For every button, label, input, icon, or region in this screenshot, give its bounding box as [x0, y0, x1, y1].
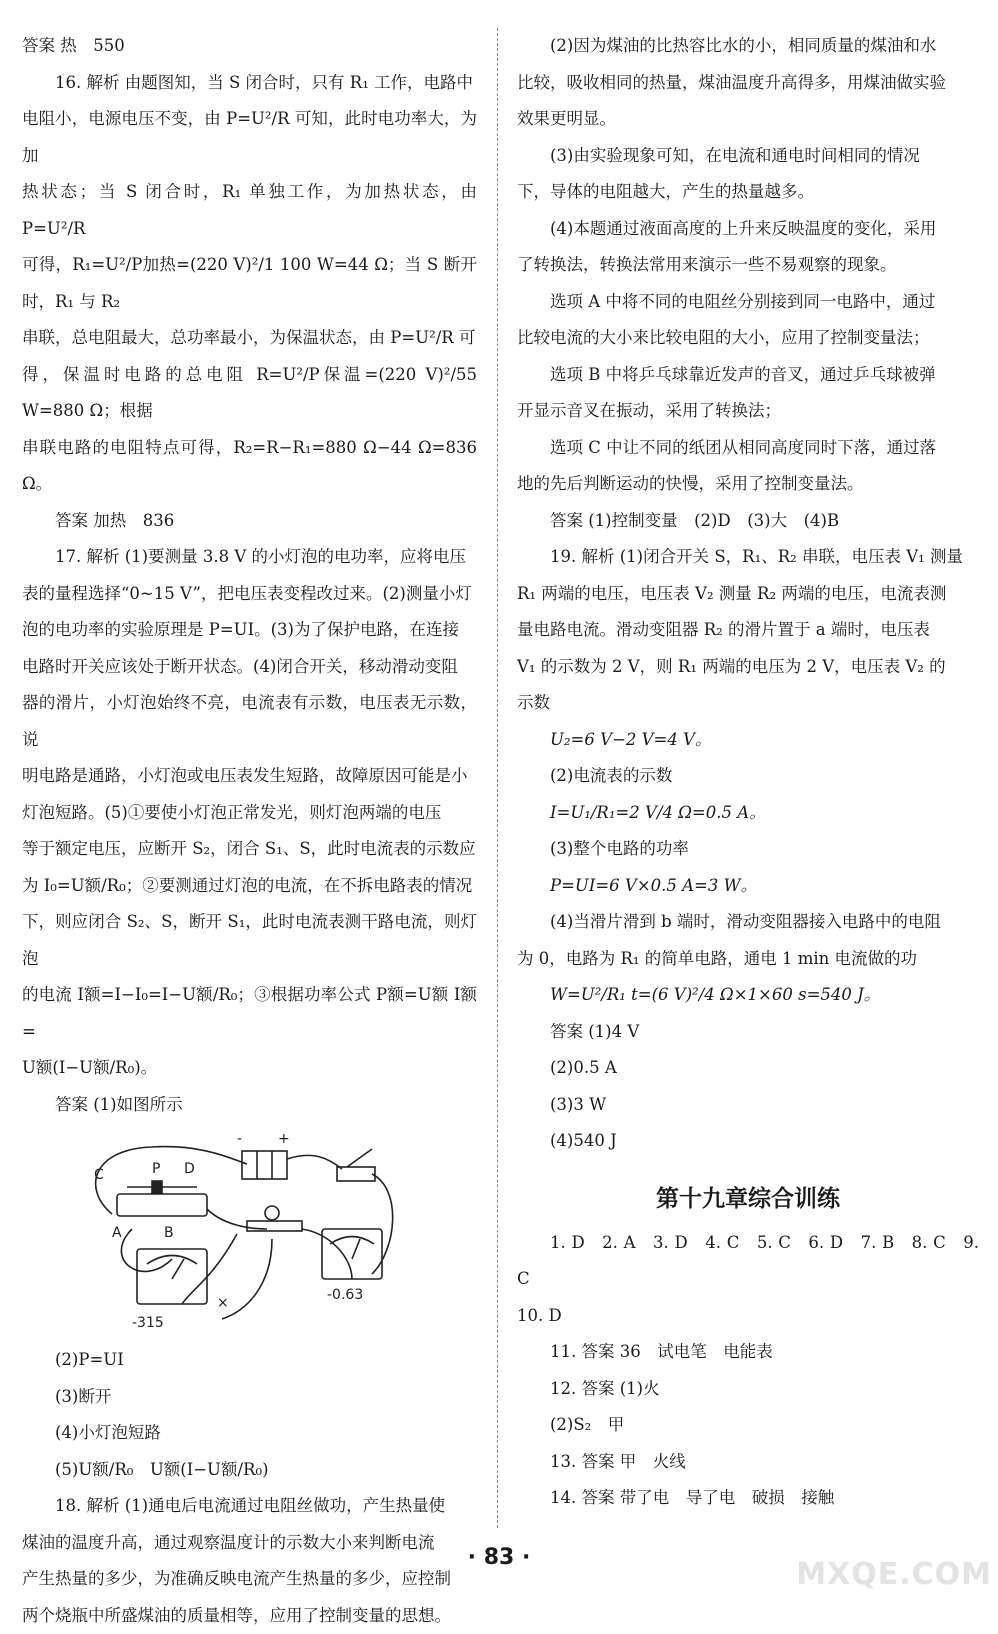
q18-line: 产生热量的多少，为准确反映电流产生热量的多少，应控制	[22, 1561, 477, 1598]
answer-17-3: (3)断开	[22, 1379, 477, 1416]
q16-line: 得，保温时电路的总电阻 R=U²/P保温=(220 V)²/55 W=880 Ω；根据	[22, 357, 477, 430]
q18-line: (3)由实验现象可知，在电流和通电时间相同的情况	[517, 138, 979, 175]
label-voltmeter-terminals: -315	[132, 1315, 164, 1331]
answer-17-4: (4)小灯泡短路	[22, 1415, 477, 1452]
q18-line: 两个烧瓶中所盛煤油的质量相等，应用了控制变量的思想。	[22, 1598, 477, 1634]
q18-line: 开显示音叉在振动，采用了转换法；	[517, 393, 979, 430]
answer-19-3: (3)3 W	[517, 1087, 979, 1124]
q19-line: 19. 解析 (1)闭合开关 S，R₁、R₂ 串联，电压表 V₁ 测量	[517, 539, 979, 576]
q19-line: 示数	[517, 685, 979, 722]
label-p: P	[152, 1161, 160, 1177]
q17-line: 下，则应闭合 S₂、S，断开 S₁，此时电流表测干路电流，则灯泡	[22, 904, 477, 977]
column-divider	[497, 28, 498, 1528]
q19-equation: I=U₁/R₁=2 V/4 Ω=0.5 A。	[517, 795, 979, 832]
q18-line: 比较，吸收相同的热量，煤油温度升高得多，用煤油做实验	[517, 65, 979, 102]
q19-line: 为 0，电路为 R₁ 的简单电路，通电 1 min 电流做的功	[517, 941, 979, 978]
q19-line: 量电路电流。滑动变阻器 R₂ 的滑片置于 a 端时，电压表	[517, 612, 979, 649]
q17-line: 器的滑片，小灯泡始终不亮，电流表有示数，电压表无示数，说	[22, 685, 477, 758]
label-b: B	[164, 1225, 174, 1241]
label-a: A	[112, 1225, 122, 1241]
choice-answers: 1. D 2. A 3. D 4. C 5. C 6. D 7. B 8. C 9. C	[517, 1225, 979, 1298]
right-column	[517, 28, 979, 1517]
q18-line: 18. 解析 (1)通电后电流通过电阻丝做功，产生热量使	[22, 1488, 477, 1525]
q19-line: R₁ 两端的电压，电压表 V₂ 测量 R₂ 两端的电压，电流表测	[517, 576, 979, 613]
answer-19-1: 答案 (1)4 V	[517, 1014, 979, 1051]
q18-line: 地的先后判断运动的快慢，采用了控制变量法。	[517, 466, 979, 503]
q16-line: 热状态；当 S 闭合时，R₁ 单独工作，为加热状态，由 P=U²/R	[22, 174, 477, 247]
answer-16: 答案 加热 836	[22, 503, 477, 540]
q18-line: (2)因为煤油的比热容比水的小，相同质量的煤油和水	[517, 28, 979, 65]
q19-line: V₁ 的示数为 2 V，则 R₁ 两端的电压为 2 V，电压表 V₂ 的	[517, 649, 979, 686]
label-c: C	[94, 1167, 104, 1183]
q19-line: (3)整个电路的功率	[517, 831, 979, 868]
q17-line: 17. 解析 (1)要测量 3.8 V 的小灯泡的电功率，应将电压	[22, 539, 477, 576]
choice-answers: 10. D	[517, 1298, 979, 1335]
answer-19-2: (2)0.5 A	[517, 1050, 979, 1087]
q16-line: 电阻小，电源电压不变，由 P=U²/R 可知，此时电功率大，为加	[22, 101, 477, 174]
q17-line: 电路时开关应该处于断开状态。(4)闭合开关，移动滑动变阻	[22, 649, 477, 686]
answer-17-2: (2)P=UI	[22, 1342, 477, 1379]
circuit-diagram	[72, 1129, 402, 1334]
q19-line: (2)电流表的示数	[517, 758, 979, 795]
answer-18: 答案 (1)控制变量 (2)D (3)大 (4)B	[517, 503, 979, 540]
answer-14: 14. 答案 带了电 导了电 破损 接触	[517, 1480, 979, 1517]
answer-12-2: (2)S₂ 甲	[517, 1407, 979, 1444]
answer-15: 答案 热 550	[22, 28, 477, 65]
q19-line: (4)当滑片滑到 b 端时，滑动变阻器接入电路中的电阻	[517, 904, 979, 941]
q17-line: 明电路是通路，小灯泡或电压表发生短路，故障原因可能是小	[22, 758, 477, 795]
label-battery-plus: +	[278, 1131, 290, 1147]
q18-line: 选项 A 中将不同的电阻丝分别接到同一电路中，通过	[517, 284, 979, 321]
label-ammeter-terminals: -0.63	[327, 1287, 363, 1303]
q18-line: (4)本题通过液面高度的上升来反映温度的变化，采用	[517, 211, 979, 248]
q18-line: 了转换法，转换法常用来演示一些不易观察的现象。	[517, 247, 979, 284]
q17-line: 表的量程选择“0~15 V”，把电压表变程改过来。(2)测量小灯	[22, 576, 477, 613]
answer-17-1: 答案 (1)如图所示	[22, 1087, 477, 1124]
watermark-logo: MXQE.COM	[796, 1557, 992, 1592]
q18-line: 选项 C 中让不同的纸团从相同高度同时下落，通过落	[517, 430, 979, 467]
q19-equation: W=U²/R₁ t=(6 V)²/4 Ω×1×60 s=540 J。	[517, 977, 979, 1014]
label-cross: ×	[217, 1295, 229, 1311]
q16-line: 16. 解析 由题图知，当 S 闭合时，只有 R₁ 工作，电路中	[22, 65, 477, 102]
q18-line: 下，导体的电阻越大，产生的热量越多。	[517, 174, 979, 211]
answer-12-1: 12. 答案 (1)火	[517, 1371, 979, 1408]
q17-line: 泡的电功率的实验原理是 P=UI。(3)为了保护电路，在连接	[22, 612, 477, 649]
q16-line: 串联电路的电阻特点可得，R₂=R−R₁=880 Ω−44 Ω=836 Ω。	[22, 430, 477, 503]
q16-line: 串联，总电阻最大，总功率最小，为保温状态，由 P=U²/R 可	[22, 320, 477, 357]
answer-19-4: (4)540 J	[517, 1123, 979, 1160]
answer-11: 11. 答案 36 试电笔 电能表	[517, 1334, 979, 1371]
chapter-title: 第十九章综合训练	[517, 1180, 979, 1213]
q18-line: 选项 B 中将乒乓球靠近发声的音叉，通过乒乓球被弹	[517, 357, 979, 394]
page-number: · 83 ·	[0, 1545, 998, 1570]
answer-17-5: (5)U额/R₀ U额(I−U额/R₀)	[22, 1452, 477, 1489]
left-column	[22, 28, 477, 1634]
q17-line: 为 I₀=U额/R₀；②要测通过灯泡的电流，在不拆电路表的情况	[22, 868, 477, 905]
label-d: D	[184, 1161, 195, 1177]
q17-line: 的电流 I额=I−I₀=I−U额/R₀；③根据功率公式 P额=U额 I额=	[22, 977, 477, 1050]
q17-line: 灯泡短路。(5)①要使小灯泡正常发光，则灯泡两端的电压	[22, 795, 477, 832]
circuit-figure	[72, 1129, 477, 1338]
q19-equation: U₂=6 V−2 V=4 V。	[517, 722, 979, 759]
q17-line: 等于额定电压，应断开 S₂，闭合 S₁、S，此时电流表的示数应	[22, 831, 477, 868]
q18-line: 效果更明显。	[517, 101, 979, 138]
q17-line: U额(I−U额/R₀)。	[22, 1050, 477, 1087]
q19-equation: P=UI=6 V×0.5 A=3 W。	[517, 868, 979, 905]
answer-13: 13. 答案 甲 火线	[517, 1444, 979, 1481]
label-battery-minus: -	[237, 1131, 242, 1147]
q18-line: 比较电流的大小来比较电阻的大小，应用了控制变量法；	[517, 320, 979, 357]
q18-line: 煤油的温度升高，通过观察温度计的示数大小来判断电流	[22, 1525, 477, 1562]
q16-line: 可得，R₁=U²/P加热=(220 V)²/1 100 W=44 Ω；当 S 断开时，R₁ 与 R₂	[22, 247, 477, 320]
